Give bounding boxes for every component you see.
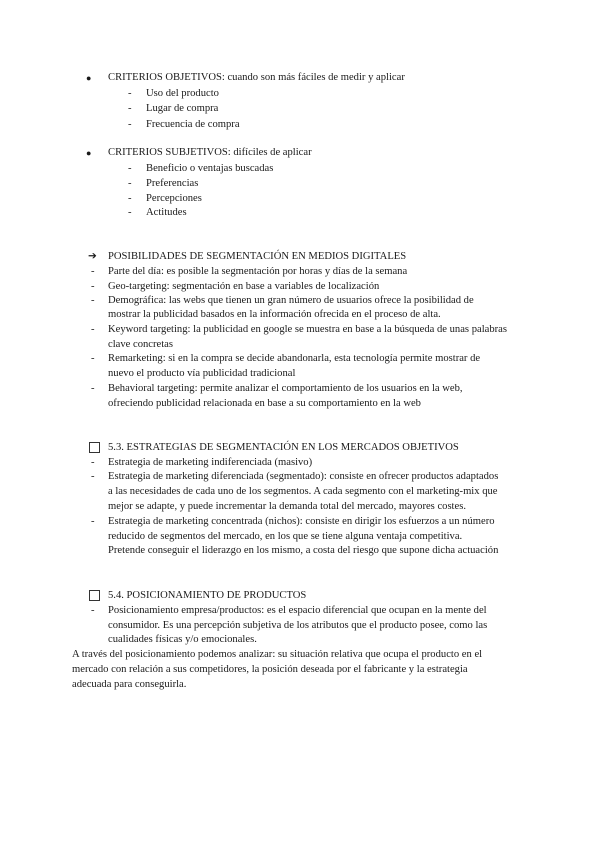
strategy-item: Estrategia de marketing diferenciada (segmentado): consiste en ofrecer productos adaptados	[108, 471, 499, 482]
digital-item: Geo-targeting: segmentación en base a variables de localización	[108, 281, 380, 292]
digital-item-cont: ofreciendo publicidad relacionada en base a su comportamiento en la web	[108, 398, 421, 409]
strategy-item: Estrategia de marketing indiferenciada (masivo)	[108, 457, 313, 468]
digital-item-cont: mostrar la publicidad basados en la información ofrecida en el proceso de alta.	[108, 309, 441, 320]
digital-item-cont: nuevo el producto vía publicidad tradicional	[108, 368, 296, 379]
dash: -	[91, 353, 95, 364]
dash: -	[91, 295, 95, 306]
checkbox-icon	[89, 442, 100, 453]
dash: -	[128, 207, 132, 218]
section-53-heading: 5.3. ESTRATEGIAS DE SEGMENTACIÓN EN LOS MERCADOS OBJETIVOS	[108, 442, 459, 453]
strategy-item: Estrategia de marketing concentrada (nichos): consiste en dirigir los esfuerzos a un número	[108, 516, 495, 527]
checkbox-icon	[89, 590, 100, 601]
positioning-paragraph-line: A través del posicionamiento podemos analizar: su situación relativa que ocupa el producto en el	[72, 649, 483, 660]
dash: -	[91, 281, 95, 292]
digital-segmentation-heading: POSIBILIDADES DE SEGMENTACIÓN EN MEDIOS DIGITALES	[108, 251, 407, 262]
dash: -	[91, 324, 95, 335]
digital-item: Demográfica: las webs que tienen un gran número de usuarios ofrece la posibilidad de	[108, 295, 474, 306]
bullet-objective: ●	[86, 73, 92, 83]
bullet-subjective: ●	[86, 148, 92, 158]
positioning-item: Posicionamiento empresa/productos: es el espacio diferencial que ocupan en la mente del	[108, 605, 487, 616]
subjective-item: Preferencias	[146, 178, 199, 189]
dash: -	[91, 457, 95, 468]
strategy-item-cont: reducido de segmentos del mercado, en los que se tiene alguna ventaja competitiva.	[108, 531, 463, 542]
section-54-heading: 5.4. POSICIONAMIENTO DE PRODUCTOS	[108, 590, 307, 601]
strategy-item-cont: a las necesidades de cada uno de los segmentos. A cada segmento con el marketing-mix que	[108, 486, 498, 497]
digital-item: Keyword targeting: la publicidad en google se muestra en base a la búsqueda de unas palabras	[108, 324, 507, 335]
dash: -	[128, 88, 132, 99]
strategy-item-cont: mejor se adapte, y puede incrementar la demanda total del mercado, mayores costes.	[108, 501, 466, 512]
dash: -	[91, 383, 95, 394]
dash: -	[128, 119, 132, 130]
digital-item: Remarketing: si en la compra se decide abandonarla, esta tecnología permite mostrar de	[108, 353, 481, 364]
objective-item: Uso del producto	[146, 88, 219, 99]
arrow-icon: ➔	[88, 251, 97, 262]
positioning-item-cont: consumidor. Es una percepción subjetiva de los atributos que el producto posee, como las	[108, 620, 488, 631]
dash: -	[91, 516, 95, 527]
positioning-paragraph-line: adecuada para conseguirla.	[72, 679, 187, 690]
positioning-paragraph-line: mercado con relación a sus competidores, la posición deseada por el fabricante y la estrategia	[72, 664, 468, 675]
subjective-criteria-text: CRITERIOS SUBJETIVOS: difíciles de aplicar	[108, 147, 312, 158]
subjective-item: Actitudes	[146, 207, 187, 218]
objective-item: Lugar de compra	[146, 103, 219, 114]
dash: -	[91, 471, 95, 482]
dash: -	[91, 266, 95, 277]
dash: -	[128, 163, 132, 174]
objective-item: Frecuencia de compra	[146, 119, 240, 130]
strategy-item-cont: Pretende conseguir el liderazgo en los mismo, a costa del riesgo que supone dicha actuación	[108, 545, 499, 556]
objective-criteria-text: CRITERIOS OBJETIVOS: cuando son más fáciles de medir y aplicar	[108, 72, 405, 83]
dash: -	[128, 103, 132, 114]
subjective-item: Percepciones	[146, 193, 202, 204]
digital-item-cont: clave concretas	[108, 339, 173, 350]
digital-item: Behavioral targeting: permite analizar el comportamiento de los usuarios en la web,	[108, 383, 463, 394]
dash: -	[91, 605, 95, 616]
digital-item: Parte del día: es posible la segmentación por horas y días de la semana	[108, 266, 408, 277]
subjective-item: Beneficio o ventajas buscadas	[146, 163, 274, 174]
positioning-item-cont: cualidades físicas y/o emocionales.	[108, 634, 257, 645]
dash: -	[128, 193, 132, 204]
dash: -	[128, 178, 132, 189]
